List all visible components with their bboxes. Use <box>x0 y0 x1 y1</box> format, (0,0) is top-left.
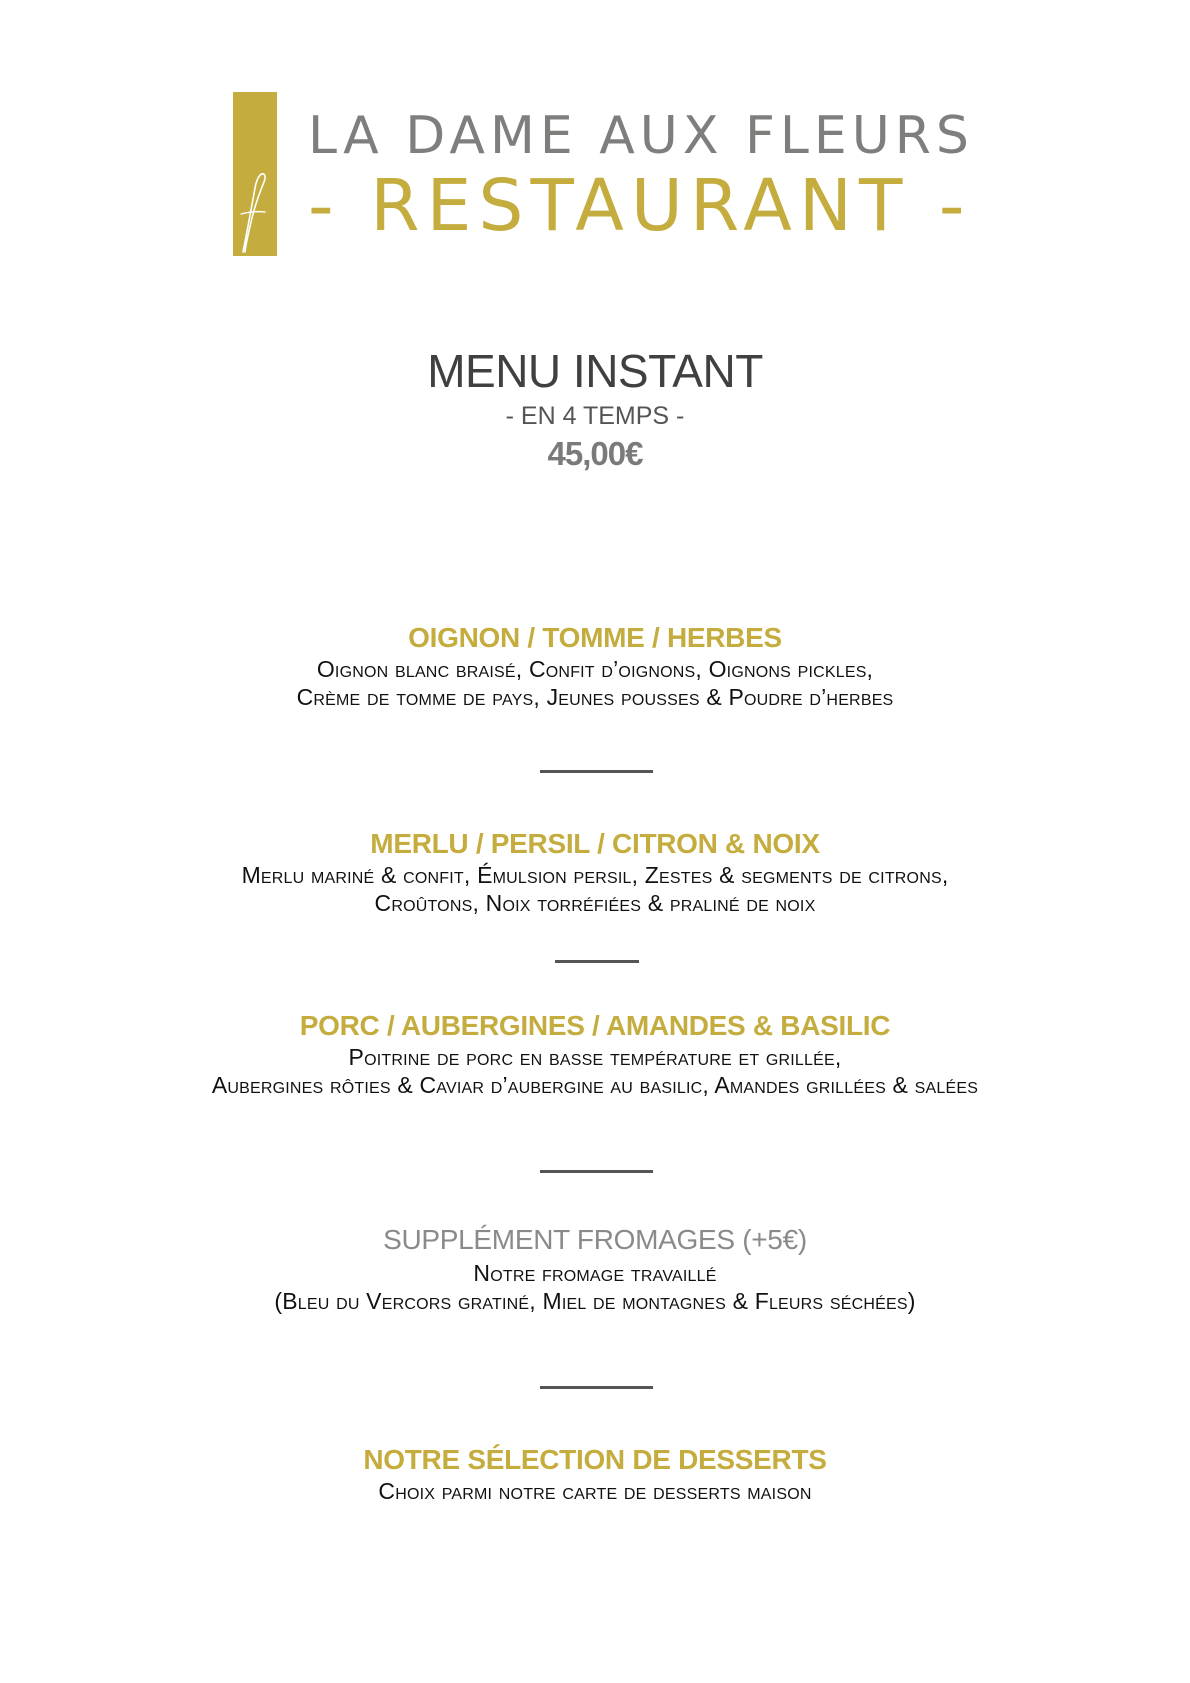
course-description-line: Oignon blanc braisé, Confit d’oignons, Oignons pickles, <box>316 656 874 682</box>
menu-title: MENU INSTANT <box>427 345 763 397</box>
section-divider <box>555 960 639 963</box>
course-title: PORC / AUBERGINES / AMANDES & BASILIC <box>299 1010 891 1041</box>
course-description-line: Croûtons, Noix torréfiées & praliné de noix <box>374 890 816 916</box>
section-divider <box>540 1386 653 1389</box>
course-title: OIGNON / TOMME / HERBES <box>408 622 782 653</box>
supplement-title: SUPPLÉMENT FROMAGES (+5€) <box>383 1224 807 1255</box>
section-divider <box>540 770 653 773</box>
monogram-f-icon <box>233 92 277 256</box>
logo-monogram-bar <box>233 92 277 256</box>
course-description-line: Crème de tomme de pays, Jeunes pousses & Poudre d’herbes <box>296 684 894 710</box>
logo-restaurant-line: - RESTAURANT - <box>308 164 972 247</box>
restaurant-logo <box>233 92 974 256</box>
menu-subtitle: - EN 4 TEMPS - <box>505 402 685 430</box>
course-description-line: Poitrine de porc en basse température et grillée, <box>348 1044 842 1070</box>
course-description-line: Merlu mariné & confit, Émulsion persil, Zestes & segments de citrons, <box>241 862 949 888</box>
menu-price: 45,00€ <box>547 435 643 472</box>
course-title: NOTRE SÉLECTION DE DESSERTS <box>363 1444 827 1475</box>
section-divider <box>540 1170 653 1173</box>
course-description-line: Aubergines rôties & Caviar d’aubergine au basilic, Amandes grillées & salées <box>211 1072 979 1098</box>
course-title: MERLU / PERSIL / CITRON & NOIX <box>370 828 820 859</box>
course-description-line: Notre fromage travaillé <box>473 1260 717 1286</box>
course-description-line: Choix parmi notre carte de desserts maison <box>378 1478 812 1504</box>
course-description-line: (Bleu du Vercors gratiné, Miel de montagnes & Fleurs séchées) <box>274 1288 916 1314</box>
logo-name-line: LA DAME AUX FLEURS <box>308 106 974 166</box>
